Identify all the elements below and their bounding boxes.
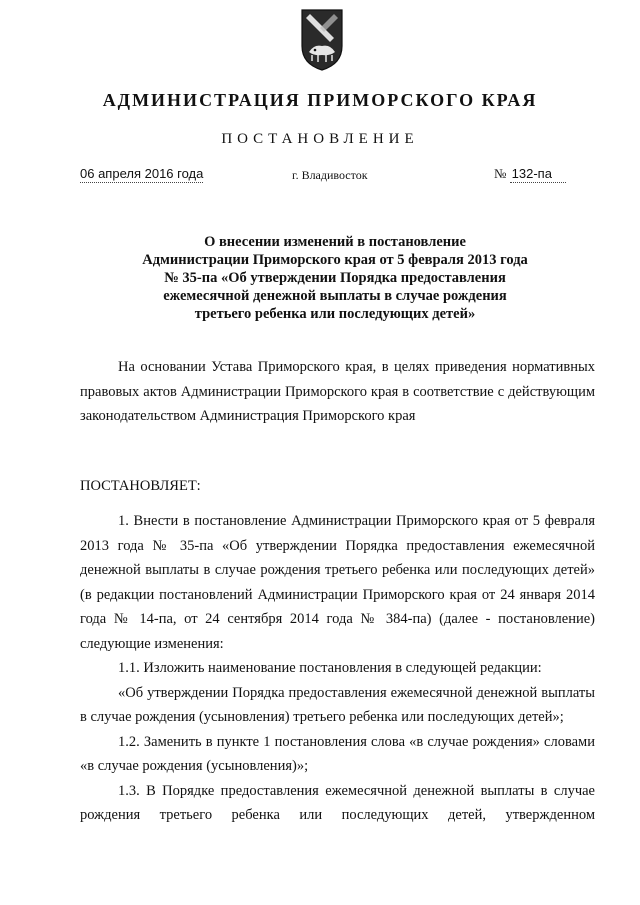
organization-name: АДМИНИСТРАЦИЯ ПРИМОРСКОГО КРАЯ — [102, 90, 538, 110]
item-1-2: 1.2. Заменить в пункте 1 постановления слова «в случае рождения» словами «в случае рождения (усыновления)»; — [80, 733, 595, 774]
preamble-paragraph: На основании Устава Приморского края, в целях приведения нормативных правовых актов Администрации Приморского края в соответствие с действующим законодательством Администрация Приморского края — [80, 359, 595, 424]
item-1-1: 1.1. Изложить наименование постановления в следующей редакции: — [118, 660, 542, 676]
item-1-1-text: «Об утверждении Порядка предоставления ежемесячной денежной выплаты в случае рождения (усыновления) третьего ребенка или последующих детей»; — [80, 684, 595, 725]
title-line: № 35-па «Об утверждении Порядка предоставления — [164, 270, 506, 286]
item-1: 1. Внести в постановление Администрации Приморского края от 5 февраля 2013 года № 35-па «Об утверждении Порядка предоставления ежемесячной денежной выплаты в случае рождения третьего ребенка или последующих детей» (в редакции постановлений Администрации Приморского края от 24 января 2014 года № 14-па, от 24 сентября 2014 года № 384-па) (далее - постановление) следующие изменения: — [80, 513, 595, 652]
item-1-3-line-2: рождения третьего ребенка или последующих детей, утвержденном — [80, 807, 595, 823]
document-number — [494, 166, 566, 182]
title-line: ежемесячной денежной выплаты в случае рождения — [163, 288, 507, 304]
resolution-items — [80, 509, 595, 828]
item-1-3-line-1: 1.3. В Порядке предоставления ежемесячной денежной выплаты в случае — [118, 782, 595, 799]
number-value: 132-па — [510, 166, 566, 183]
document-type: ПОСТАНОВЛЕНИЕ — [221, 131, 419, 147]
coat-of-arms-emblem — [300, 8, 344, 72]
number-prefix: № — [494, 166, 507, 181]
title-line: третьего ребенка или последующих детей» — [194, 306, 476, 322]
document-title — [80, 233, 590, 323]
title-line: О внесении изменений в постановление — [204, 234, 466, 250]
resolves-heading: ПОСТАНОВЛЯЕТ: — [80, 478, 201, 494]
document-city: г. Владивосток — [292, 168, 368, 182]
document-date: 06 апреля 2016 года — [80, 166, 204, 181]
title-line: Администрации Приморского края от 5 февраля 2013 года — [142, 252, 528, 268]
